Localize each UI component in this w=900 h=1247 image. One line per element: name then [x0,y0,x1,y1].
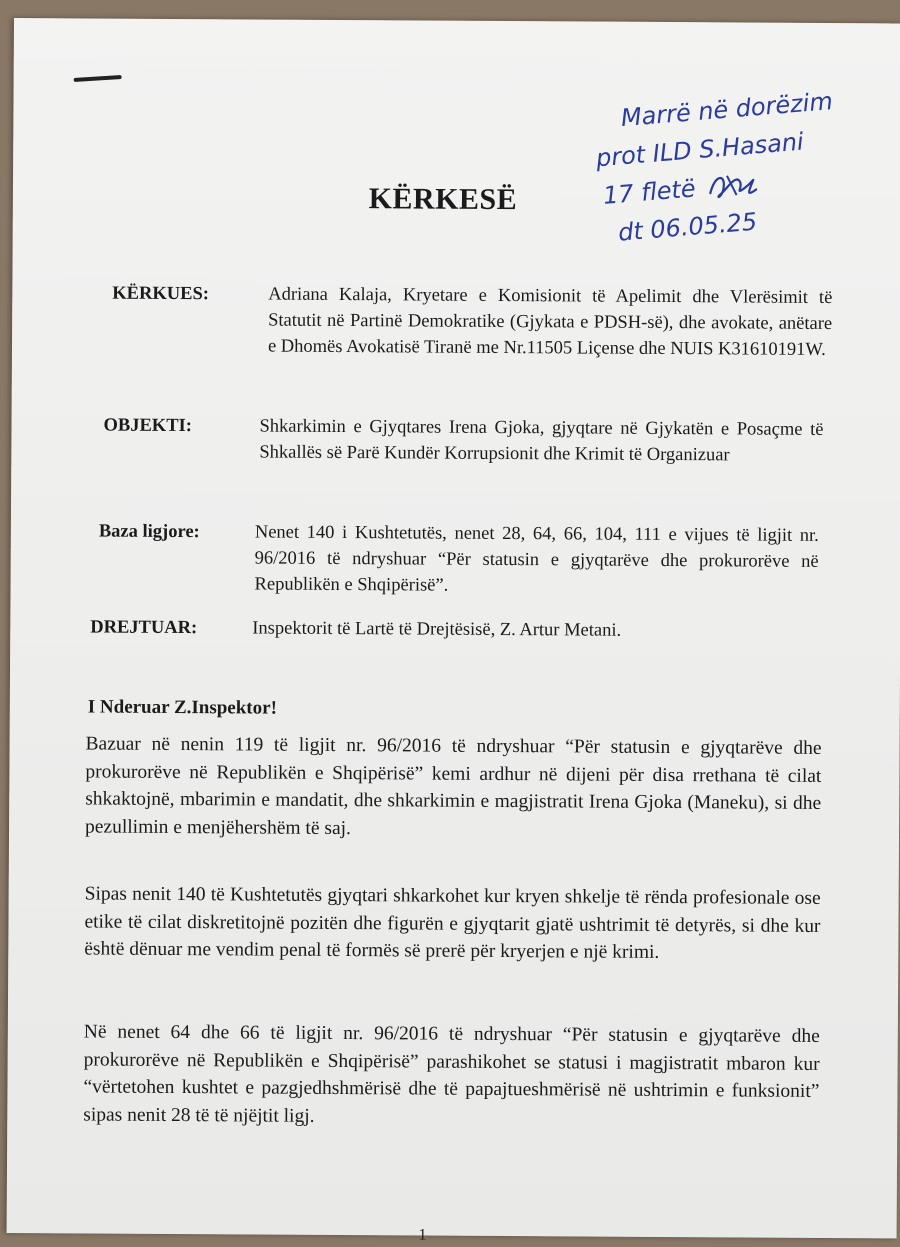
handnote-line: 17 fletë [602,174,697,210]
field-label: DREJTUAR: [90,617,198,639]
body-paragraph: Në nenet 64 dhe 66 të ligjit nr. 96/2016 të ndryshuar “Për statusin e gjyqtarëve dhe prokurorëve në Republikën e Shqipërisë” parashikohet se statusi i magjistratit mbaron kur “vërtetohen kushtet e pazgjedhshmërisë dhe të papajtueshmërisë në ushtrimin e funksionit” sipas nenit 28 të të njëjtit ligj. [83,1021,820,1127]
field-value: Shkarkimin e Gjyqtares Irena Gjoka, gjyqtare në Gjykatën e Posaçme të Shkallës së Parë Kundër Korrupsionit dhe Krimit të Organizuar [259,416,824,466]
handwritten-receipt-note [592,82,844,253]
field-label: Baza ligjore: [98,521,200,543]
body-paragraph: Bazuar në nenin 119 të ligjit nr. 96/2016 të ndryshuar “Për statusin e gjyqtarëve dhe prokurorëve në Republikën e Shqipërisë” kemi ardhur në dijeni për disa rrethana të cilat shkaktojnë, mbarimin e mandatit, dhe shkarkimin e magjistratit Irena Gjoka (Maneku), si dhe pezullimin e menjëhershëm të saj. [84,733,822,839]
field-legal-basis [98,519,818,601]
field-value: Nenet 140 i Kushtetutës, nenet 28, 64, 66, 104, 111 e vijues të ligjit nr. 96/2016 të ndryshuar “Për statusin e gjyqtarëve dhe prokurorëve në Republikën e Shqipërisë”. [254,522,819,596]
handnote-line: prot ILD S.Hasani [594,127,805,173]
document-page [7,18,900,1244]
body-paragraph: Sipas nenit 140 të Kushtetutës gjyqtari shkarkohet kur kryen shkelje të rënda profesionale ose etike të cilat diskretitojnë pozitën dhe figurën e gjyqtarit gjatë ushtrimit të detyrës, si dhe kur është dënuar me vendim penal të formës së prerë për kryerjen e një krimi. [84,883,821,963]
field-requester [112,281,832,363]
pen-mark [74,75,122,82]
document-title: KËRKESË [368,182,518,217]
field-object [103,413,823,469]
handnote-line: dt 06.05.25 [617,207,759,247]
field-value: Adriana Kalaja, Kryetare e Komisionit të Apelimit dhe Vlerësimit të Statutit në Partinë Demokratike (Gjykata e PDSH-së), dhe avokate, anëtare e Dhomës Avokatisë Tiranë me Nr.11505 Liçense dhe NUIS K31610191W. [267,284,833,360]
handnote-line: Marrë në dorëzim [619,87,834,133]
salutation: I Nderuar Z.Inspektor! [87,696,277,719]
field-label: KËRKUES: [112,283,210,305]
field-label: OBJEKTI: [103,415,192,437]
field-value: Inspektorit të Lartë të Drejtësisë, Z. Artur Metani. [252,618,622,641]
page-number: 1 [418,1226,427,1244]
field-addressed-to [90,614,810,644]
